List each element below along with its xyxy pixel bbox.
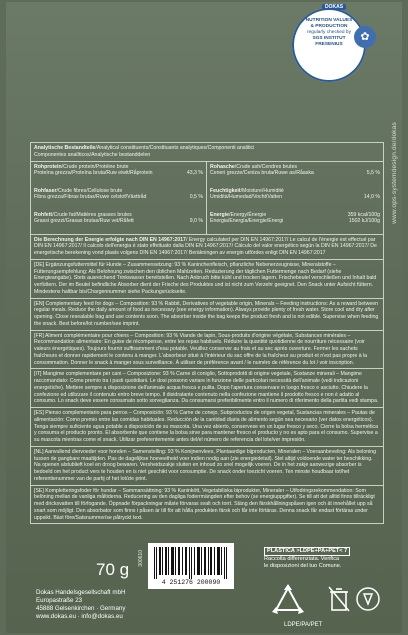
cell-row	[34, 194, 203, 201]
barcode-bars	[154, 547, 228, 579]
cell-value: 359 kcal/100g	[347, 211, 380, 218]
cell-rest: /Crude ash/Cendres brutes	[234, 163, 298, 170]
cell-line2: Ceneri grezze/Ceniza bruta/Ruwe as/Råaska	[210, 170, 314, 177]
cell-line2: Energia/Energía/Energie/Energi	[210, 218, 284, 225]
analytics-box	[30, 142, 384, 524]
seal-line3: regularly checked by	[307, 29, 351, 35]
paragraph-nl: [NL] Aanvullend diervoeder voor honden – Samenstelling: 93 % Konijnenvlees, Plantaardige bijproducten, Mineralen – Voeraanbeveling: Als beloning tussen de gangbare maaltijden. Pas de dagelijkse hoeveelheid voer indien nodig aan (zie energiedetail). Stel altijd voldoende water ter beschikking. Na openen alstublieft koel en droog bewaren. Versheidszakje sluiten en inhoud zo snel mogelijk voeren. De in het zakje aanwezige absorber is bedoeld om het product vers te houden en is niet geschikt voor consumptie. De snack onder toezicht voeren. Ten minste houdbaar tot/het referentienummer van de partij of het lot/zie print.	[31, 447, 383, 486]
cell-row	[210, 194, 380, 201]
cell-label: Rohfett	[34, 211, 53, 218]
paragraph-en: [EN] Complementary feed for dogs – Composition: 93 % Rabbit, Derivatives of vegetable origin, Minerals – Feeding instructions: As a reward between regular meals. Reduce the daily amount of food as necessary (see energy information). Always provide plenty of fresh water. Store cool and dry after opening. Close resealable bag and use contents soon. The absorber inside the bag keeps the product fresh and is not edible. Supervise when feeding the snack. Best before/lot number/see imprint.	[31, 299, 383, 331]
analytics-grid	[31, 162, 383, 235]
paw-icon: ✿	[354, 26, 376, 48]
energy-title: Die Berechnung der Energie erfolgte nach DIN EN 14967:2017	[34, 236, 186, 243]
cell-value: 5,5 %	[366, 170, 380, 177]
cell-label: Energie	[210, 211, 230, 218]
plastica-line2: le disposizioni del tuo Comune.	[264, 562, 342, 569]
cell-rest: /Crude fat/Matières grasses brutes	[52, 211, 132, 218]
seal-line2: & PRODUCTION	[310, 23, 348, 29]
cell-label: Rohfaser	[34, 187, 57, 194]
quality-seal	[292, 4, 380, 94]
analytics-subtitle2: Componentes analíticos/Analytische bestanddelen	[34, 151, 151, 158]
cell-label: Rohasche	[210, 163, 235, 170]
disposal-info	[264, 547, 382, 570]
analytics-cell-protein	[31, 162, 207, 186]
analytics-header	[31, 143, 383, 162]
cell-value: 9,0 %	[189, 218, 203, 225]
energy-calculation	[31, 235, 383, 260]
analytics-cell-fibre	[31, 186, 207, 210]
analytics-subtitle: /Analytical constituents/Constituants analytiques/Componenti analitici	[95, 145, 255, 151]
address-line1: Dokas Handelsgesellschaft mbH	[36, 589, 126, 596]
net-weight: 70 g	[96, 560, 130, 579]
lot-code: 300610	[138, 550, 144, 567]
analytics-cell-fat	[31, 210, 207, 234]
cell-value: 0,5 %	[189, 194, 203, 201]
cell-row	[210, 218, 380, 225]
paragraph-es: [ES] Pienso complementario para perros – Composición: 93 % Carne de conejo, Subproductos de origen vegetal, Sustancias minerales – Pautas de alimentación: Como premio entre las comidas habituales. Reducción de la cantidad diaria de alimento según sea necesario (ver datos energéticos). Tenga siempre suficiente agua potable a disposición de su mascota. Una vez abierto, conservese en un lugar fresco y seco. Cierre la bolsa hermética y consuma el producto pronto. El absorbente que contiene la bolsa sirve para mantener fresco el producto y no es apto para el consumo. Supervise a su mascota mientras come el snack. Utilizar preferentemente antes del/el número de referencia del lote/ver impresión.	[31, 408, 383, 447]
cell-rest: /Energy/Énergie	[229, 211, 267, 218]
cell-row	[34, 218, 203, 225]
recycle-symbols	[264, 580, 382, 628]
seal-badge	[292, 8, 366, 82]
side-url: www.ops-systemdesign.de/dokas	[391, 122, 398, 224]
seal-line4: SGS INSTITUT	[312, 35, 346, 41]
cell-line2: Fibra grezza/Fibras brutas/Ruwe celstof/Växttråd	[34, 194, 147, 201]
seal-brand: DOKAS	[322, 4, 346, 10]
barcode	[148, 543, 234, 589]
italy-disposal-icon	[354, 586, 382, 612]
address-line2: Europastraße 23	[36, 597, 83, 605]
recycle-icon	[268, 582, 308, 622]
analytics-cell-moisture	[207, 186, 383, 210]
analytics-cell-ash	[207, 162, 383, 186]
paragraph-de: [DE] Ergänzungsfuttermittel für Hunde – Zusammensetzung: 93 % Kaninchenfleisch, pflanzliche Nebenerzeugnisse, Mineralstoffe – Fütterungsempfehlung: Als Belohnung zwischen den üblichen Mahlzeiten. Reduzierung der täglichen Futtermenge nach Bedarf (siehe Energieangabe). Stets ausreichend Trinkwasser bereitstellen. Nach Anbruch bitte kühl und trocken lagern. Frischebeutel verschließen und Inhalt bald verfüttern. Der im Beutel befindliche Absorber dient der Frische des Produktes und ist nicht zum Verzehr geeignet. Den Snack unter Aufsicht füttern. Mindestens haltbar bis/Chargennummer siehe Packungsrückseite.	[31, 260, 383, 299]
bin-icon	[328, 586, 350, 612]
cell-line2: Grassi grezzi/Grasas brutas/Ruw vet/Råfett	[34, 218, 134, 225]
analytics-cell-energy	[207, 210, 383, 234]
analytics-title: Analytische Bestandteile	[34, 145, 96, 151]
product-pack-back	[6, 2, 402, 633]
cell-value: 43,3 %	[186, 170, 203, 177]
plastica-chip: PLASTICA >LDPE+PA+PET< 7	[264, 547, 350, 556]
cell-row	[210, 170, 380, 177]
cell-label: Rohprotein	[34, 163, 62, 170]
ldpe-label: LDPE/PA/PET	[284, 622, 323, 628]
paragraph-se: [SE] Kompletteringsfoder för hundar – Sammansättning: 93 % Kaninkött, Vegetabiliska biprodukter, Mineraler – Utfodringsrekommendation: Som belöning mellan de vanliga måltiderna. Reducering av den dagliga foderrmängden efter behov (se energiuppgifter). Se till att det alltid finns tillräckligt med dricksvatten till förfogande. Öppnade förpackningar måste förvaras svalt och torrt. Stäng den färskhållningspåsen igen och ät innehållet upp så snart som möjligt. Den absorbator som finns i påsen är till för att hålla produkten färsk och får inte förtäras. Denna snack får endast förtäras under uppsikt. Bäst före/Satsnummer/se påtryckt text.	[34, 487, 375, 521]
barcode-number: 4 251276 200090	[161, 579, 221, 586]
cell-line2: Proteína grezza/Proteína bruta/Ruw eiwit/Råprotein	[34, 170, 153, 177]
plastica-line1: Raccolta differenziata. Verifica	[264, 555, 340, 562]
cell-value: 14,0 %	[363, 194, 380, 201]
cell-line2: Umidità/Humedad/Vocht/Vatten	[210, 194, 282, 201]
cell-value2: 1502 kJ/100g	[348, 218, 380, 225]
cell-rest: /Crude fibres/Cellulose brute	[56, 187, 123, 194]
cell-label: Feuchtigkeit	[210, 187, 241, 194]
address-line4: www.dokas.eu · info@dokas.eu	[36, 613, 123, 621]
paragraph-it: [IT] Mangime complementare per cani – Composizione: 93 % Carne di coniglio, Sottoprodotti di origine vegetale, Sostanze minerali – Mangime raccomandato: Come premio tra i pasti quotidiani. Le dosi possono variare in funzione delle particolari necessità dell'animale (vedi indicazioni energetiche). Mettere sempre a disposizione dell'animale acqua fresca e pulita. Dopo l'apertura conservare in luogo fresco e asciutto. Chiudere la confezione ed utilizzare il contenuto entro breve tempo. Il disidratante contenuto nella confezione mantiene il prodotto fresco e non è adatto al consumo. Lo snack deve essere consumato sotto sorveglianza. Da consumarsi preferibilmente entro il numero di riferimento della partita vedi stampa.	[31, 369, 383, 408]
cell-rest: /Crude protein/Protéine brute	[61, 163, 129, 170]
cell-row	[210, 212, 380, 219]
cell-rest: /Moisture/Humidité	[240, 187, 284, 194]
seal-line5: FRESENIUS	[315, 41, 343, 47]
manufacturer-address	[36, 589, 125, 621]
cell-row	[34, 170, 203, 177]
address-line3: 45888 Gelsenkirchen · Germany	[36, 605, 126, 613]
energy-body: / Energy calculated per DIN EN 14967:2017/ Le calcul de l'énergie est effectué par DIN EN 14967:2017/ Il calcolo dell'energia è stato effettuato dalla DIN EN 14967:2017/ Cálculo del valor energético según la DIN EN 14967:2017/ De energetische berekening vond plaats volgens DIN EN 14967:2017/ Beräkningen av energin utfördes enligt DIN EN 14967:2017	[34, 236, 377, 256]
paragraph-fr: [FR] Aliment complémentaire pour chiens – Composition: 93 % Viande de lapin, Sous-produits d'origine végétale, Substances minérales – Recommandation alimentaire: En guise de récompense, entre les repas habituels. Réduire la quantité quotidienne de nourriture nécessaire (voir valeurs énergétiques). Toujours fournir suffisamment d'eau potable. Veuillez conserver au frais et au sec après ouverture. Fermer les sachets fraîcheurs et donner rapidement le contenu à manger. L'absorbeur situé à l'intérieur du sac offre de la fraîcheur au produit et n'est pas propre à la consommation. Donner le snack à manger sous surveillance. À utiliser de préférence avant / le numéro de référence du lot / voir inscription.	[31, 331, 383, 370]
seal-line1: NUTRITION VALUES	[305, 18, 353, 23]
